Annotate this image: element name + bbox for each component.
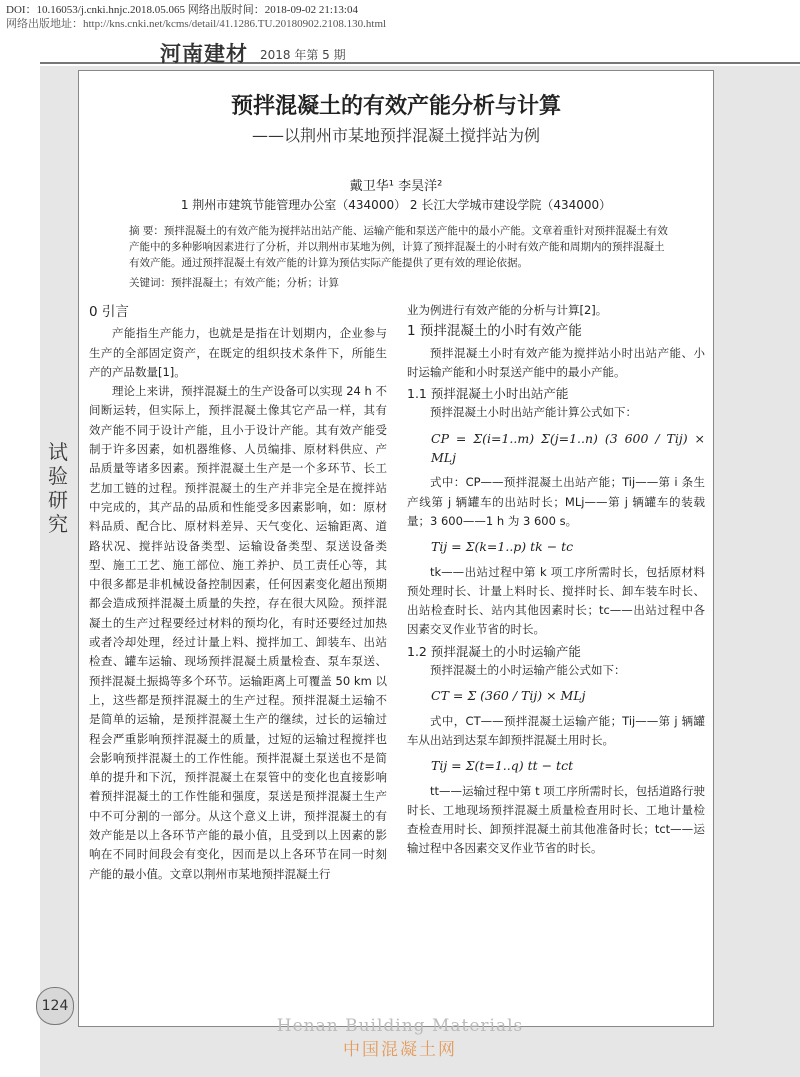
paragraph: 式中，CT——预拌混凝土运输产能；Tij——第 j 辆罐车从出站到达泵车卸预拌混凝土用时长。	[407, 713, 705, 747]
watermark-text: 中国混凝土网	[343, 1040, 457, 1060]
abstract: 摘 要：预拌混凝土的有效产能为搅拌站出站产能、运输产能和泵送产能中的最小产能。文章着重针对预拌混凝土有效产能中的多种影响因素进行了分析，并以荆州市某地为例，计算了预拌混凝土的小时有效产能和周期内的预拌混凝土有效产能。通过预拌混凝土有效产能的计算为预估实际产能提供了更有效的理论依据。	[129, 225, 668, 269]
formula-cp: CP = Σ(i=1..m) Σ(j=1..n) (3 600 / Tij) × MLj	[431, 430, 705, 466]
authors: 戴卫华¹ 李昊洋²	[349, 179, 443, 194]
paragraph: 业为例进行有效产能的分析与计算[2]。	[407, 303, 608, 317]
section-heading-1-2: 1.2 预拌混凝土的小时运输产能	[407, 643, 581, 659]
journal-issue: 2018 年第 5 期	[260, 48, 346, 62]
journal-english-footer: Henan Building Materials	[276, 1016, 524, 1036]
article-page	[78, 70, 714, 1027]
paragraph: 预拌混凝土小时出站产能计算公式如下：	[430, 405, 637, 420]
right-column	[407, 301, 705, 859]
section-heading-1: 1 预拌混凝土的小时有效产能	[407, 323, 582, 340]
formula-tij-out: Tij = Σ(k=1..p) tk − tc	[431, 539, 574, 555]
paragraph: tt——运输过程中第 t 项工序所需时长，包括道路行驶时长、工地现场预拌混凝土质量检查用时长、工地计量检查检查用时长、卸预拌混凝土前其他准备时长；tct——运输过程中各因素交叉作业节省的时长。	[407, 783, 705, 856]
page-number: 124	[36, 987, 74, 1025]
paragraph: 预拌混凝土小时有效产能为搅拌站小时出站产能、小时运输产能和小时泵送产能中的最小产能。	[407, 345, 705, 379]
paragraph: 产能指生产能力，也就是是指在计划期内，企业参与生产的全部固定资产，在既定的组织技术条件下，所能生产的产品数量[1]。	[89, 326, 387, 379]
section-heading-1-1: 1.1 预拌混凝土小时出站产能	[407, 386, 569, 402]
paragraph: 预拌混凝土的小时运输产能公式如下：	[430, 663, 626, 678]
article-subtitle: ——以荆州市某地预拌混凝土搅拌站为例	[251, 126, 540, 145]
article-title: 预拌混凝土的有效产能分析与计算	[230, 94, 561, 119]
doi-line: DOI：10.16053/j.cnki.hnjc.2018.05.065 网络出版时间：2018-09-02 21:13:04	[6, 4, 358, 16]
formula-ct: CT = Σ (360 / Tij) × MLj	[431, 688, 586, 704]
journal-header	[40, 40, 800, 64]
section-heading-intro: 0 引言	[89, 304, 129, 320]
formula-tij-transport: Tij = Σ(t=1..q) tt − tct	[431, 758, 574, 774]
doi-block	[6, 3, 386, 31]
journal-name: 河南建材	[160, 42, 248, 66]
publish-url-line: 网络出版地址：http://kns.cnki.net/kcms/detail/41.1286.TU.20180902.2108.130.html	[6, 18, 387, 30]
paragraph: tk——出站过程中第 k 项工序所需时长，包括原材料预处理时长、计量上料时长、搅拌时长、卸车装车时长、出站检查时长、站内其他因素时长；tc——出站过程中各因素交叉作业节省的时长。	[407, 564, 705, 637]
section-side-label: 试验研究	[48, 440, 68, 536]
keywords: 关键词：预拌混凝土；有效产能；分析；计算	[129, 277, 339, 289]
left-column	[89, 301, 387, 884]
paragraph: 式中：CP——预拌混凝土出站产能；Tij——第 i 条生产线第 j 辆罐车的出站时长；MLj——第 j 辆罐车的装载量；3 600——1 h 为 3 600 s。	[407, 475, 705, 528]
paragraph: 理论上来讲，预拌混凝土的生产设备可以实现 24 h 不间断运转，但实际上，预拌混凝土像其它产品一样，其有效产能不同于设计产能，且小于设计产能。其有效产能受制于许多因素，如机器维修、人员编排、原材料供应、产品质量等诸多因素。预拌混凝土生产是一个多环节、长工艺加工链的过程。预拌混凝土的生产并非完全是在搅拌站中完成的，其产品的品质和性能受多因素影响，如：原材料品质、配合比、原材料差异、天气变化、运输距离、道路状况、搅拌站设备类型、运输设备类型、泵送设备类型、施工工艺、施工部位、施工养护、员工责任心等，其中很多都是非机械设备控制因素，任何因素变化超出预期都会造成预拌混凝土质量的失控，存在很大风险。预拌混凝土的生产过程要经过材料的预均化，有时还要经过加热或者冷却处理，经过计量上料、搅拌加工、卸装车、出站检查、罐车运输、现场预拌混凝土质量检查、泵车泵送、预拌混凝土振捣等多个环节。运输距离上可覆盖 50 km 以上，这些都是预拌混凝土的生产过程。预拌混凝土运输不是简单的运输，是预拌混凝土生产的继续，过长的运输过程会严重影响预拌混凝土的质量，过短的运输过程搅拌也会影响预拌混凝土的工作性能。预拌混凝土泵送也不是简单的提升和下沉，预拌混凝土在泵管中的变化也直接影响着预拌混凝土的工作性能和强度，泵送是预拌混凝土生产中不可分割的一部分。从这个意义上讲，预拌混凝土的有效产能是以上各环节产能的最小值，且受到以上因素的影响在不同时间段会有变化，因而是以上各环节在同一时刻产能的最小值。文章以荆州市某地预拌混凝土行	[89, 384, 387, 881]
affiliations: 1 荆州市建筑节能管理办公室（434000） 2 长江大学城市建设学院（434000）	[180, 198, 612, 212]
